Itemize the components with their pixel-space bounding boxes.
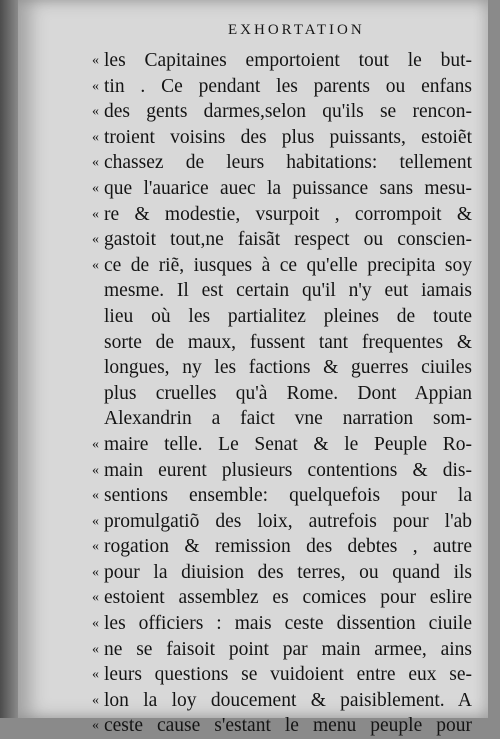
line-text: sentions ensemble: quelquefois pour la bbox=[104, 485, 472, 507]
line-text: main eurent plusieurs contentions & dis- bbox=[104, 459, 472, 481]
line-text: ceste cause s'estant le menu peuple pour bbox=[104, 715, 472, 737]
text-line bbox=[92, 150, 472, 176]
quotation-mark: « bbox=[92, 667, 99, 683]
quotation-mark: « bbox=[92, 53, 99, 68]
line-text: lieu où les partialitez pleines de toute bbox=[104, 305, 472, 327]
line-text: troient voisins des plus puissants, estoiẽt bbox=[104, 126, 472, 148]
binding-gutter bbox=[0, 0, 18, 718]
text-line bbox=[92, 125, 472, 151]
quotation-mark: « bbox=[92, 129, 99, 145]
line-text: des gents darmes,selon qu'ils se rencon- bbox=[104, 101, 472, 123]
text-line bbox=[92, 48, 472, 74]
text-line bbox=[92, 662, 472, 688]
line-text: ne se faisoit point par main armee, ains bbox=[104, 638, 472, 660]
text-line bbox=[92, 637, 472, 663]
text-line bbox=[92, 176, 472, 202]
text-line bbox=[92, 509, 472, 535]
text-line bbox=[104, 304, 472, 330]
line-text: tin . Ce pendant les parents ou enfans bbox=[104, 75, 472, 97]
text-line bbox=[104, 406, 472, 432]
line-text: mesme. Il est certain qu'il n'y eut iamais bbox=[104, 280, 472, 302]
quotation-mark: « bbox=[92, 539, 99, 555]
text-line bbox=[92, 611, 472, 637]
quotation-mark: « bbox=[92, 104, 99, 120]
quotation-mark: « bbox=[92, 692, 99, 708]
quotation-mark: « bbox=[92, 436, 99, 452]
line-text: re & modestie, vsurpoit , corrompoit & bbox=[104, 203, 472, 225]
quotation-mark: « bbox=[92, 718, 99, 734]
line-text: Alexandrin a faict vne narration som- bbox=[104, 408, 472, 430]
quotation-mark: « bbox=[92, 564, 99, 580]
quotation-mark: « bbox=[92, 257, 99, 273]
line-text: chassez de leurs habitations: tellement bbox=[104, 152, 472, 174]
line-text: ce de riẽ, iusques à ce qu'elle precipita soy bbox=[104, 254, 472, 276]
text-line bbox=[92, 585, 472, 611]
line-text: pour la diuision des terres, ou quand ils bbox=[104, 561, 472, 583]
text-line bbox=[92, 432, 472, 458]
line-text: les officiers : mais ceste dissention ciuile bbox=[104, 613, 472, 635]
quotation-mark: « bbox=[92, 232, 99, 248]
text-line bbox=[92, 74, 472, 100]
line-text: longues, ny les factions & guerres ciuiles bbox=[104, 357, 472, 379]
quotation-mark: « bbox=[92, 180, 99, 196]
quotation-mark: « bbox=[92, 590, 99, 606]
text-line bbox=[92, 688, 472, 714]
text-line bbox=[92, 713, 472, 739]
text-line bbox=[92, 483, 472, 509]
text-block bbox=[92, 48, 472, 739]
line-text: promulgatiõ des loix, autrefois pour l'ab bbox=[104, 510, 472, 532]
quotation-mark: « bbox=[92, 206, 99, 222]
text-line bbox=[104, 330, 472, 356]
text-line bbox=[104, 355, 472, 381]
text-line bbox=[104, 381, 472, 407]
quotation-mark: « bbox=[92, 488, 99, 504]
quotation-mark: « bbox=[92, 513, 99, 529]
quotation-mark: « bbox=[92, 155, 99, 171]
text-line bbox=[92, 99, 472, 125]
running-head: EXHORTATION bbox=[228, 22, 365, 38]
line-text: les Capitaines emportoient tout le but- bbox=[104, 50, 472, 71]
text-line bbox=[104, 278, 472, 304]
line-text: rogation & remission des debtes , autre bbox=[104, 536, 472, 558]
text-line bbox=[92, 253, 472, 279]
quotation-mark: « bbox=[92, 78, 99, 94]
text-line bbox=[92, 202, 472, 228]
text-line bbox=[92, 560, 472, 586]
line-text: estoient assemblez es comices pour eslire bbox=[104, 587, 472, 609]
line-text: lon la loy doucement & paisiblement. A bbox=[104, 689, 472, 711]
line-text: leurs questions se vuidoient entre eux se- bbox=[104, 664, 472, 686]
text-line bbox=[92, 227, 472, 253]
quotation-mark: « bbox=[92, 616, 99, 632]
text-line bbox=[92, 458, 472, 484]
line-text: plus cruelles qu'à Rome. Dont Appian bbox=[104, 382, 472, 404]
line-text: maire telle. Le Senat & le Peuple Ro- bbox=[104, 433, 472, 455]
line-text: sorte de maux, fussent tant frequentes & bbox=[104, 331, 472, 353]
quotation-mark: « bbox=[92, 641, 99, 657]
line-text: gastoit tout,ne faisãt respect ou conscien- bbox=[104, 229, 472, 251]
line-text: que l'auarice auec la puissance sans mesu- bbox=[104, 177, 472, 199]
quotation-mark: « bbox=[92, 462, 99, 478]
text-line bbox=[92, 534, 472, 560]
